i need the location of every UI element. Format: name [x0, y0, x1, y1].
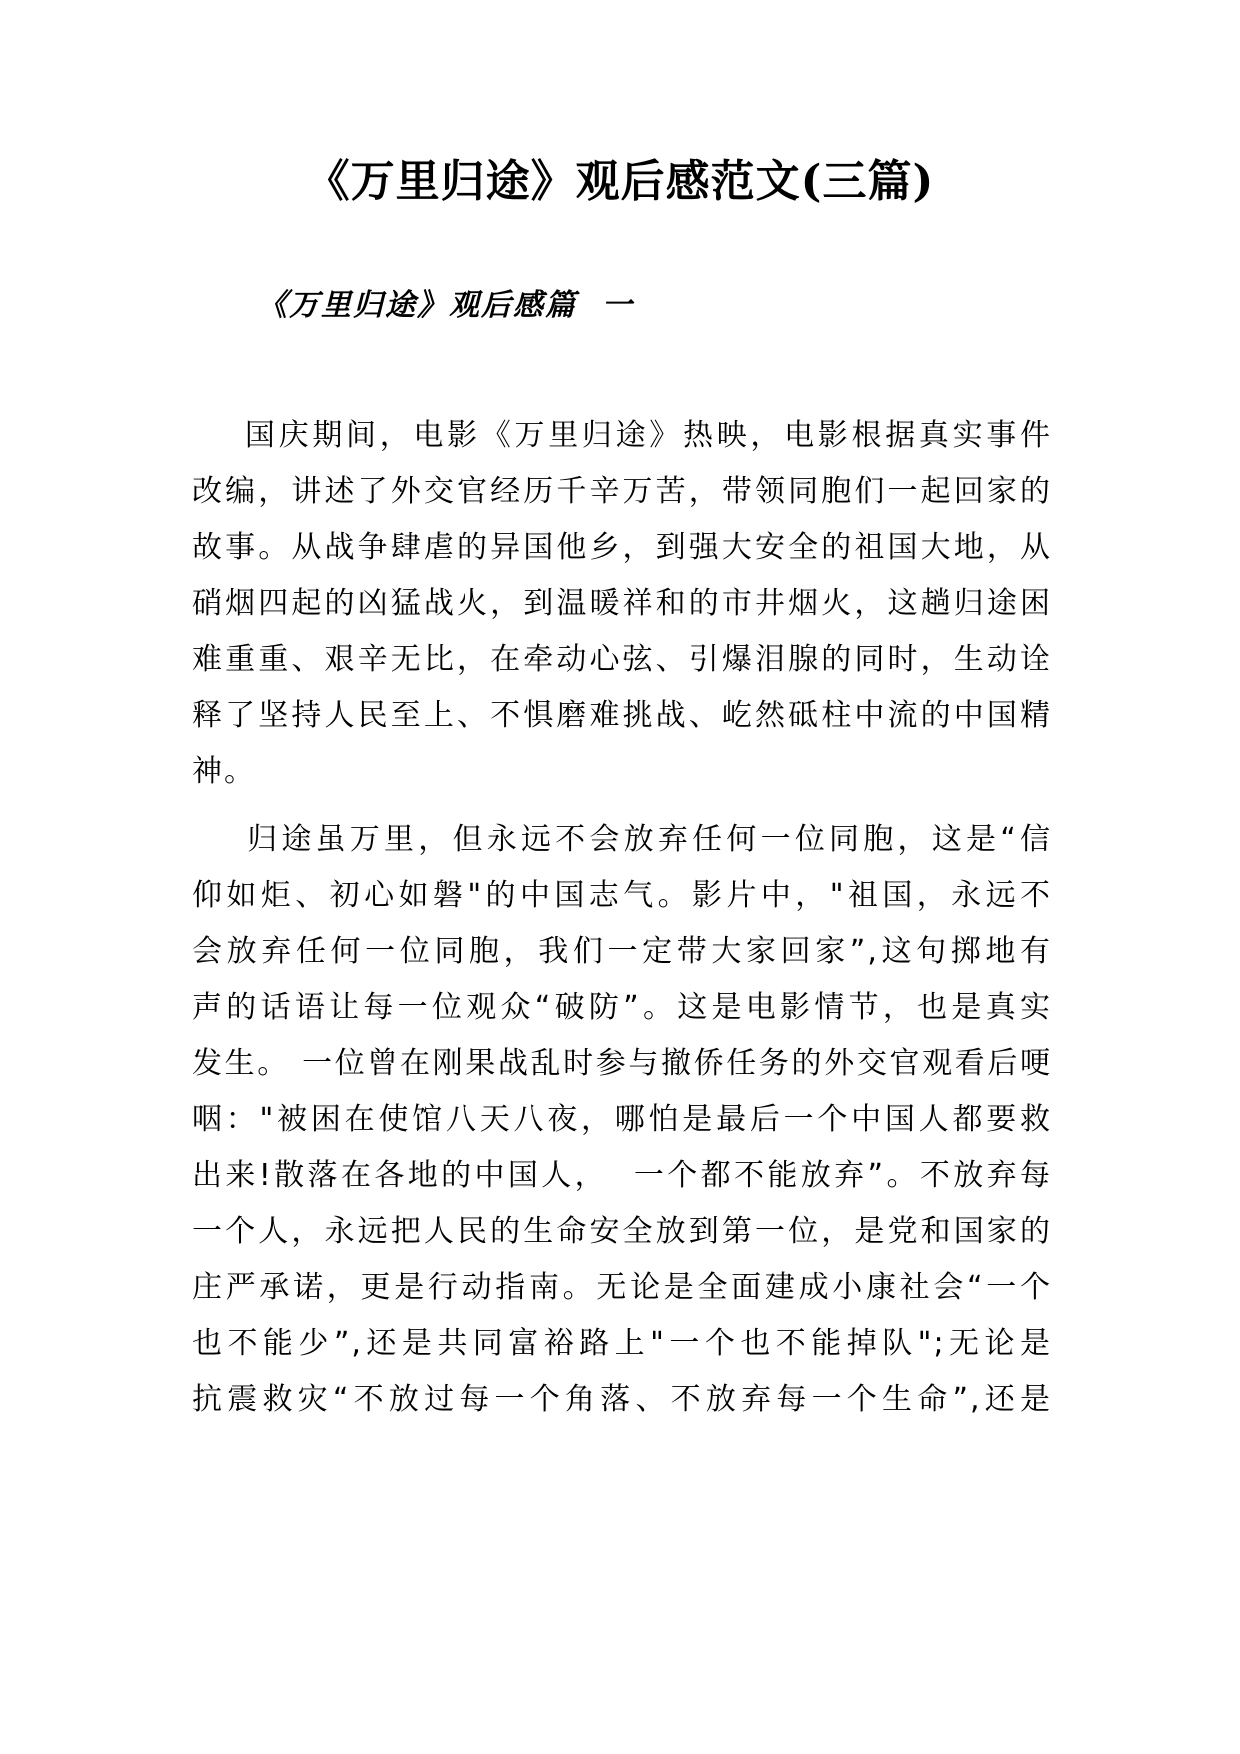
paragraph-line: 国庆期间，电影《万里归途》热映，电影根据真实事件 [192, 418, 1052, 453]
paragraph-line: 改编，讲述了外交官经历千辛万苦，带领同胞们一起回家的 [192, 474, 1052, 509]
paragraph-line: 释了坚持人民至上、不惧磨难挑战、屹然砥柱中流的中国精 [192, 698, 1052, 733]
paragraph-line: 故事。从战争肆虐的异国他乡，到强大安全的祖国大地，从 [192, 530, 1052, 565]
paragraph-line: 难重重、艰辛无比，在牵动心弦、引爆泪腺的同时，生动诠 [192, 642, 1052, 677]
paragraph-line: 出来!散落在各地的中国人， 一个都不能放弃”。不放弃每 [192, 1158, 1052, 1193]
paragraph-line: 归途虽万里，但永远不会放弃任何一位同胞，这是“信 [192, 822, 1052, 857]
paragraph-2 [192, 812, 1052, 1428]
paragraph-line: 声的话语让每一位观众“破防”。这是电影情节，也是真实 [192, 990, 1052, 1025]
paragraph-line: 一个人，永远把人民的生命安全放到第一位，是党和国家的 [192, 1214, 1052, 1249]
paragraph-line: 硝烟四起的凶猛战火，到温暖祥和的市井烟火，这趟归途困 [192, 586, 1052, 621]
document-title: 《万里归途》观后感范文(三篇) [305, 156, 935, 207]
paragraph-line: 庄严承诺，更是行动指南。无论是全面建成小康社会“一个 [192, 1270, 1052, 1305]
paragraph-line: 抗震救灾“不放过每一个角落、不放弃每一个生命”,还是 [192, 1382, 1052, 1417]
paragraph-line: 会放弃任何一位同胞，我们一定带大家回家”,这句掷地有 [192, 934, 1052, 969]
paragraph-1 [192, 408, 1052, 800]
paragraph-line: 咽："被困在使馆八天八夜，哪怕是最后一个中国人都要救 [192, 1102, 1052, 1137]
paragraph-line: 仰如炬、初心如磐"的中国志气。影片中，"祖国，永远不 [192, 878, 1052, 913]
section-heading: 《万里归途》观后感篇 一 [257, 288, 634, 323]
paragraph-line: 神。 [192, 754, 256, 789]
paragraph-line: 发生。 一位曾在刚果战乱时参与撤侨任务的外交官观看后哽 [192, 1046, 1052, 1081]
paragraph-line: 也不能少”,还是共同富裕路上"一个也不能掉队";无论是 [192, 1326, 1052, 1361]
